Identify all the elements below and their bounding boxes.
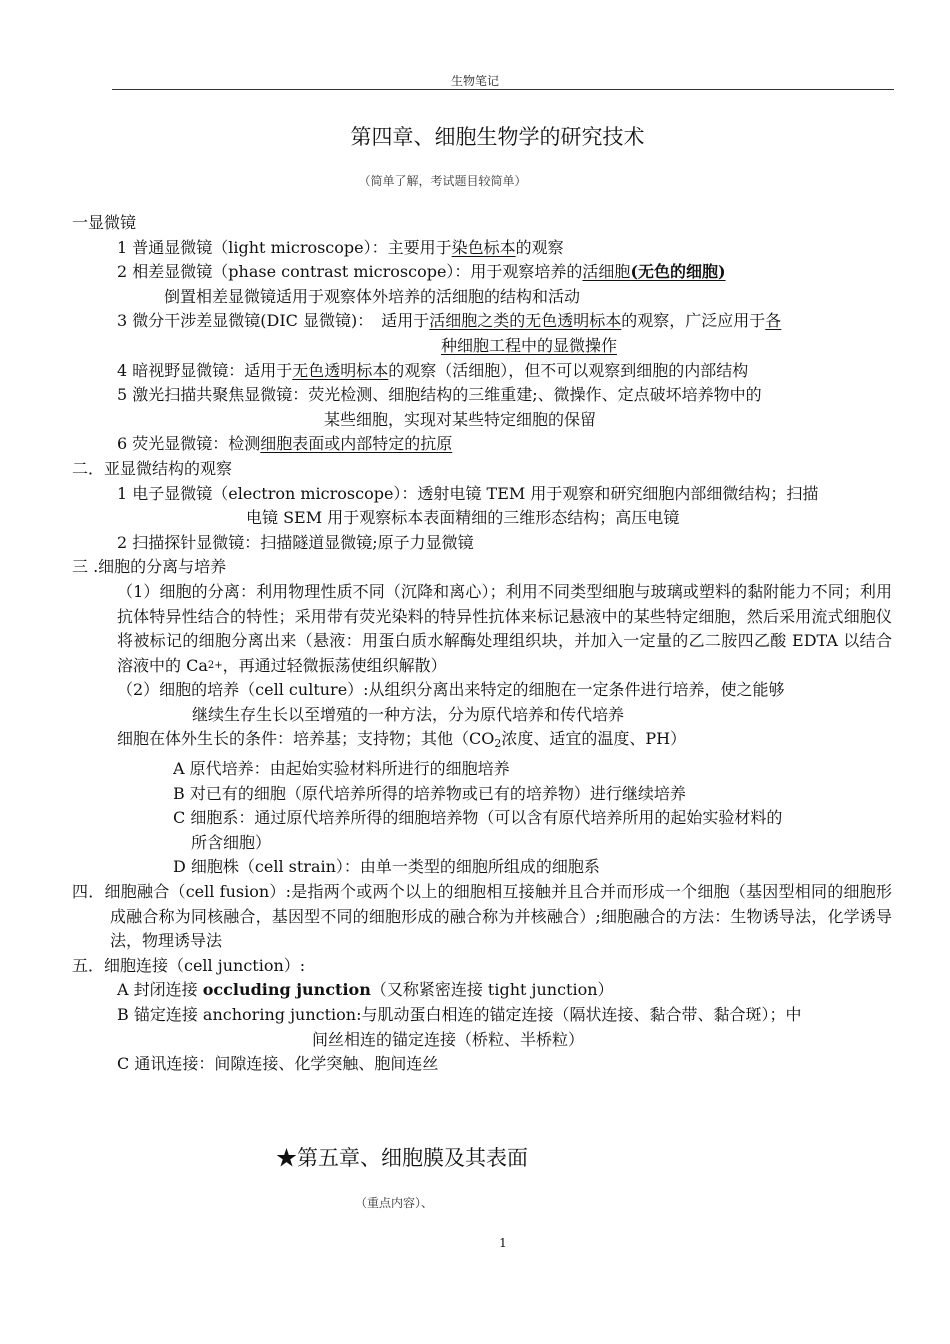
junction-item-a: A 封闭连接 occluding junction（又称紧密连接 tight junction） [117, 980, 614, 1000]
chapter-4-title: 第四章、细胞生物学的研究技术 [350, 125, 645, 149]
page-number: 1 [499, 1236, 507, 1250]
item-phase-contrast: 2 相差显微镜（phase contrast microscope）：用于观察培养的活细胞(无色的细胞) [117, 262, 726, 282]
item-confocal-line2: 某些细胞，实现对某些特定细胞的保留 [324, 409, 597, 429]
culture-item-c: C 细胞系：通过原代培养所得的细胞培养物（可以含有原代培养所用的起始实验材料的 [173, 808, 783, 828]
section-5-heading: 五．细胞连接（cell junction）: [72, 955, 306, 975]
cell-separation-paragraph: （1）细胞的分离：利用物理性质不同（沉降和离心）；利用不同类型细胞与玻璃或塑料的黏附能力不同；利用抗体特异性结合的特性；采用带有荧光染料的特异性抗体来标记悬液中的某些特定细胞，然后采用流式细胞仪将被标记的细胞分离出来（悬液：用蛋白质水解酶处理组织块，并加入一定量的乙二胺四乙酸 EDTA 以结合溶液中的 $Ca^{2+}$，再通过轻微振荡使组织解散） [117, 581, 892, 675]
page-header: 生物笔记 [450, 74, 499, 88]
item-dic-microscope-line2: 种细胞工程中的显微操作 [441, 335, 618, 355]
junction-item-b: B 锚定连接 anchoring junction:与肌动蛋白相连的锚定连接（隔状连接、黏合带、黏合斑）；中 [117, 1005, 802, 1024]
item-phase-contrast-line2: 倒置相差显微镜适用于观察体外培养的活细胞的结构和活动 [164, 286, 581, 306]
culture-item-b: B 对已有的细胞（原代培养所得的培养物或已有的培养物）进行继续培养 [173, 783, 686, 803]
culture-item-d: D 细胞株（cell strain）：由单一类型的细胞所组成的细胞系 [173, 857, 600, 877]
cell-culture-paragraph: （2）细胞的培养（cell culture）:从组织分离出来特定的细胞在一定条件进行培养，使之能够 [117, 680, 785, 700]
section-4-cell-fusion: 四．细胞融合（cell fusion）:是指两个或两个以上的细胞相互接触并且合并而形成一个细胞（基因型相同的细胞形成融合称为同核融合，基因型不同的细胞形成的融合称为并核融合）;细胞融合的方法：生物诱导法，化学诱导法，物理诱导法 [72, 882, 892, 951]
section-3-heading: 三 .细胞的分离与培养 [72, 557, 227, 577]
item-darkfield: 4 暗视野显微镜：适用于无色透明标本的观察（活细胞），但不可以观察到细胞的内部结构 [117, 360, 749, 380]
culture-item-c-line2: 所含细胞） [191, 832, 272, 852]
culture-conditions: 细胞在体外生长的条件：培养基；支持物；其他（$CO_2$浓度、适宜的温度、PH） [117, 729, 687, 751]
item-electron-microscope-line2: 电镜 SEM 用于观察标本表面精细的三维形态结构；高压电镜 [246, 508, 680, 528]
item-electron-microscope: 1 电子显微镜（electron microscope）：透射电镜 TEM 用于观察和研究细胞内部细微结构；扫描 [117, 483, 819, 503]
chapter-5-note: （重点内容）、 [355, 1196, 434, 1210]
culture-item-a: A 原代培养：由起始实验材料所进行的细胞培养 [173, 759, 510, 779]
junction-item-c: C 通讯连接：间隙连接、化学突触、胞间连丝 [117, 1054, 439, 1074]
item-fluorescence: 6 荧光显微镜：检测细胞表面或内部特定的抗原 [117, 434, 453, 454]
section-2-heading: 二．亚显微结构的观察 [72, 458, 233, 478]
item-confocal: 5 激光扫描共聚焦显微镜：荧光检测、细胞结构的三维重建;、微操作、定点破坏培养物中的 [117, 385, 762, 405]
cell-culture-paragraph-line2: 继续生存生长以至增殖的一种方法，分为原代培养和传代培养 [192, 704, 625, 724]
section-1-heading: 一显微镜 [72, 213, 137, 232]
item-scanning-probe: 2 扫描探针显微镜：扫描隧道显微镜;原子力显微镜 [117, 532, 474, 552]
item-dic-microscope: 3 微分干涉差显微镜(DIC 显微镜)： 适用于活细胞之类的无色透明标本的观察，广泛应用于各 [117, 311, 782, 331]
chapter-4-note: （简单了解，考试题目较简单） [358, 174, 527, 188]
item-light-microscope: 1 普通显微镜（light microscope）：主要用于染色标本的观察 [117, 237, 564, 257]
chapter-5-title: ★第五章、细胞膜及其表面 [276, 1146, 528, 1170]
document-body [72, 211, 892, 1077]
junction-item-b-line2: 间丝相连的锚定连接（桥粒、半桥粒） [312, 1029, 585, 1049]
header-rule [112, 89, 894, 90]
